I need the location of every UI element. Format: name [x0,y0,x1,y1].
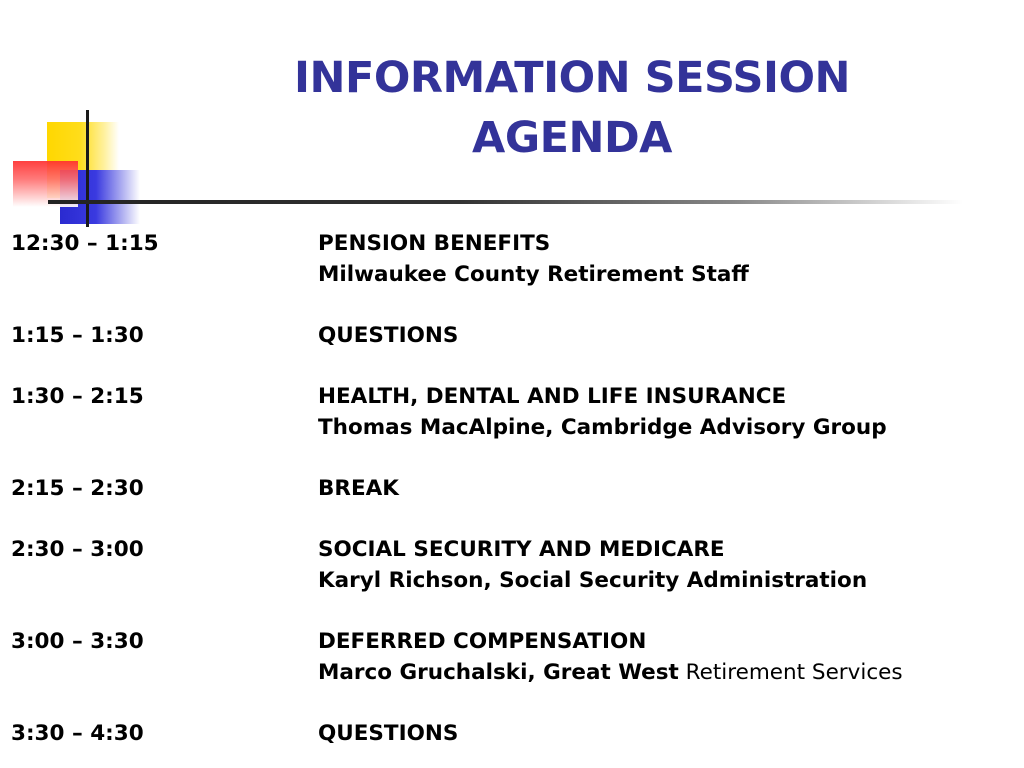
agenda-description [318,718,1016,749]
agenda-presenter-suffix: Retirement Services [678,660,903,685]
agenda-time: 1:15 – 1:30 [11,323,144,348]
agenda-topic: QUESTIONS [318,721,459,746]
agenda-item [11,320,1016,351]
agenda-item [11,626,1016,688]
agenda-description [318,381,1016,443]
agenda-time: 12:30 – 1:15 [11,231,159,256]
agenda-topic: DEFERRED COMPENSATION [318,629,647,654]
title-line-1: INFORMATION SESSION [294,53,850,103]
agenda-description [318,534,1016,596]
agenda-description [318,228,1016,290]
agenda-item [11,228,1016,290]
agenda-presenter-name: Marco Gruchalski, Great West [318,660,679,685]
agenda-time: 3:30 – 4:30 [11,721,144,746]
agenda-item [11,473,1016,504]
title-line-2: AGENDA [472,113,672,163]
agenda-presenter: Milwaukee County Retirement Staff [318,262,749,287]
agenda-topic: SOCIAL SECURITY AND MEDICARE [318,537,725,562]
agenda-topic: BREAK [318,476,399,501]
agenda-topic: PENSION BENEFITS [318,231,551,256]
agenda-presenter: Thomas MacAlpine, Cambridge Advisory Group [318,415,887,440]
agenda-time: 1:30 – 2:15 [11,384,144,409]
agenda-topic: HEALTH, DENTAL AND LIFE INSURANCE [318,384,787,409]
title-divider-line [48,200,963,204]
agenda-description [318,626,1016,688]
agenda-item [11,381,1016,443]
agenda-description [318,320,1016,351]
agenda-presenter [318,657,1016,688]
agenda-item [11,718,1016,749]
agenda-time: 3:00 – 3:30 [11,629,144,654]
page-title [200,48,944,168]
agenda-time: 2:15 – 2:30 [11,476,144,501]
agenda-item [11,534,1016,596]
agenda-topic: QUESTIONS [318,323,459,348]
agenda-description [318,473,1016,504]
agenda-list [11,228,1016,749]
decorative-vertical-line [86,110,89,227]
agenda-time: 2:30 – 3:00 [11,537,144,562]
agenda-presenter: Karyl Richson, Social Security Administration [318,568,868,593]
